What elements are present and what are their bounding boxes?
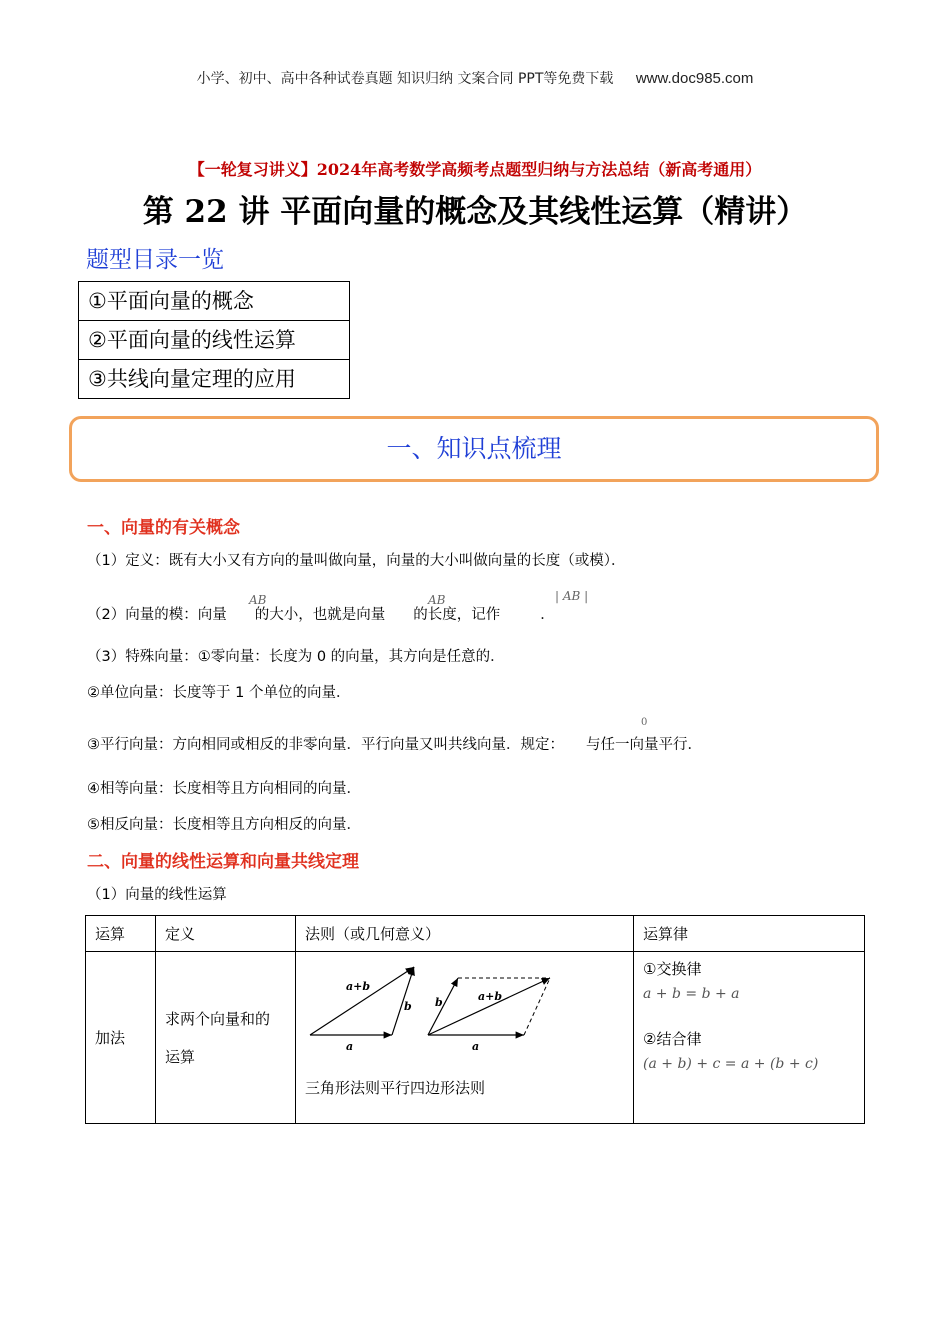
tri-label-b: b <box>404 1000 412 1013</box>
header-site: www.doc985.com <box>635 70 754 87</box>
math-ab-1: AB <box>249 593 267 607</box>
math-zero-vector: 0 <box>641 717 648 728</box>
op-cell: 加法 <box>86 952 156 1124</box>
part1-line2 <box>87 603 687 627</box>
part1-line3: （3）特殊向量：①零向量：长度为 0 的向量，其方向是任意的． <box>87 649 505 665</box>
law1-math: a + b = b + a <box>643 986 740 1002</box>
def-cell <box>156 952 296 1124</box>
line2-text-c: 的长度，记作 <box>413 607 501 623</box>
table-row <box>86 952 865 1124</box>
law2-label: ②结合律 <box>643 1030 702 1048</box>
def-line2: 运算 <box>165 1047 196 1066</box>
toc-item: ①平面向量的概念 <box>79 282 350 321</box>
line2-text-d: ． <box>540 607 555 623</box>
law1-label: ①交换律 <box>643 960 702 978</box>
rule-caption: 三角形法则平行四边形法则 <box>305 1079 486 1097</box>
series-title: 【一轮复习讲义】2024年高考数学高频考点题型归纳与方法总结（新高考通用） <box>188 160 762 179</box>
header-cell: 运算 <box>86 916 156 952</box>
header-text: 小学、初中、高中各种试卷真题 知识归纳 文案合同 PPT等免费下载 <box>196 71 614 87</box>
page-header <box>0 68 950 88</box>
rule-cell <box>296 952 634 1124</box>
tri-label-a: a <box>346 1040 354 1053</box>
math-ab-2: AB <box>428 593 446 607</box>
main-title: 第 22 讲 平面向量的概念及其线性运算（精讲） <box>142 194 808 230</box>
part1-line5 <box>87 733 847 754</box>
para-vector-sum <box>428 978 550 1035</box>
para-label-b: b <box>435 996 443 1009</box>
toc-heading: 题型目录一览 <box>86 247 224 273</box>
part1-line1: （1）定义：既有大小又有方向的量叫做向量，向量的大小叫做向量的长度（或模）． <box>87 553 626 569</box>
line5-text-a: ③平行向量：方向相同或相反的非零向量．平行向量又叫共线向量．规定： <box>87 737 564 753</box>
line5-text-b: 与任一向量平行． <box>586 737 702 753</box>
section-title-box <box>69 416 879 482</box>
para-label-sum: a+b <box>478 990 503 1003</box>
toc-item: ③共线向量定理的应用 <box>79 360 350 399</box>
def-line1: 求两个向量和的 <box>165 1009 271 1028</box>
law-cell <box>634 952 865 1124</box>
part1-line4: ②单位向量：长度等于 1 个单位的向量． <box>87 685 351 701</box>
tri-label-sum: a+b <box>346 980 371 993</box>
part1-line7: ⑤相反向量：长度相等且方向相反的向量． <box>87 817 361 833</box>
line2-text-a: （2）向量的模：向量 <box>87 607 227 623</box>
para-label-a: a <box>472 1040 480 1053</box>
toc-item: ②平面向量的线性运算 <box>79 321 350 360</box>
part2-sub1: （1）向量的线性运算 <box>87 887 227 903</box>
law2-math: (a + b) + c = a + (b + c) <box>643 1056 819 1072</box>
vector-addition-diagram <box>304 962 624 1062</box>
line2-text-b: 的大小，也就是向量 <box>254 607 386 623</box>
para-vector-b <box>428 978 458 1035</box>
part1-heading: 一、向量的有关概念 <box>87 518 240 538</box>
toc-table <box>78 281 350 399</box>
part1-line6: ④相等向量：长度相等且方向相同的向量． <box>87 781 361 797</box>
header-cell: 法则（或几何意义） <box>296 916 634 952</box>
header-cell: 运算律 <box>634 916 865 952</box>
part2-heading: 二、向量的线性运算和向量共线定理 <box>87 852 359 872</box>
header-cell: 定义 <box>156 916 296 952</box>
tri-vector-sum <box>310 967 414 1035</box>
para-dashed-right <box>524 978 550 1035</box>
ops-table-header-row <box>86 916 865 952</box>
ops-table <box>85 915 865 1124</box>
math-abs-ab: | AB | <box>555 589 589 603</box>
section-title: 一、知识点梳理 <box>386 434 562 463</box>
